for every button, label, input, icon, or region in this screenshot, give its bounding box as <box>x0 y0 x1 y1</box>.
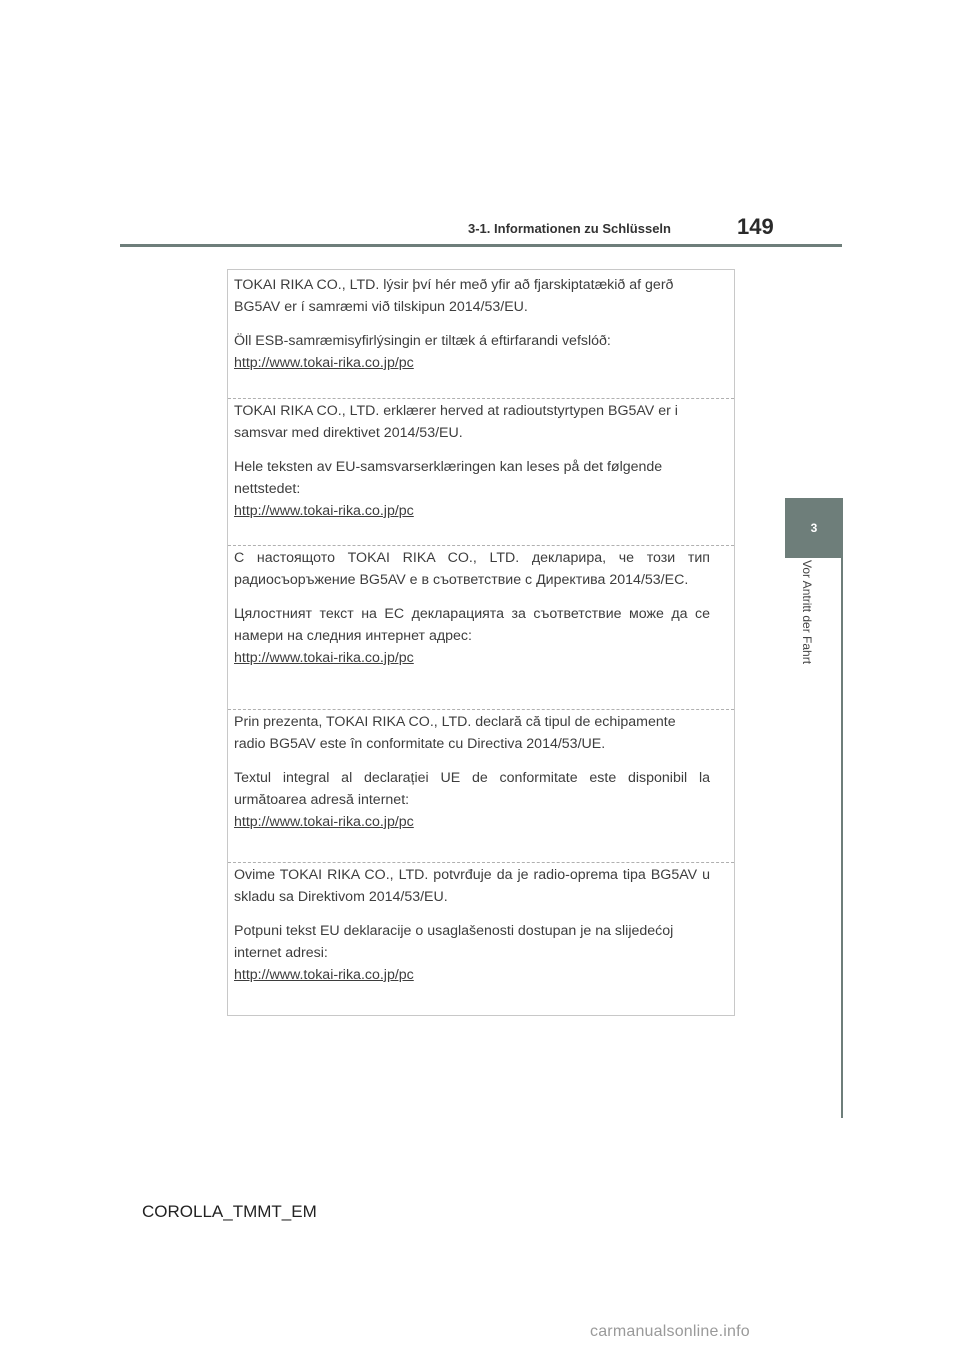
declaration-text <box>234 767 710 833</box>
declaration-text-content: Цялостният текст на ЕС декларацията за съответствие може да се намери на следния интернет адрес: <box>234 606 710 644</box>
declaration-statement: TOKAI RIKA CO., LTD. erklærer herved at radioutstyrtypen BG5AV er i samsvar med direktivet 2014/53/EU. <box>234 403 678 441</box>
header-section-title: 3-1. Informationen zu Schlüsseln <box>468 221 671 236</box>
declaration-text-content: Textul integral al declarației UE de conformitate este disponibil la următoarea adresă internet: <box>234 770 710 808</box>
watermark-text: carmanualsonline.info <box>590 1323 750 1340</box>
declaration-url-link[interactable]: http://www.tokai-rika.co.jp/pc <box>234 967 414 983</box>
declaration-text-content: Hele teksten av EU-samsvarserklæringen kan leses på det følgende nettstedet: <box>234 459 663 497</box>
declaration-statement: С настоящото TOKAI RIKA CO., LTD. декларира, че този тип радиосъоръжение BG5AV е в съответствие с Директива 2014/53/ЕС. <box>234 550 710 588</box>
declaration-romanian <box>234 711 710 833</box>
declaration-statement: TOKAI RIKA CO., LTD. lýsir því hér með yfir að fjarskiptatækið af gerð BG5AV er í samræmi við tilskipun 2014/53/EU. <box>234 277 674 315</box>
declaration-separator <box>228 545 734 546</box>
footer-doc-code: COROLLA_TMMT_EM <box>142 1202 317 1221</box>
declaration-url-link[interactable]: http://www.tokai-rika.co.jp/pc <box>234 650 414 666</box>
page-number: 149 <box>737 214 774 239</box>
declaration-croatian <box>234 864 710 986</box>
chapter-side-line <box>841 558 843 1118</box>
declaration-text <box>234 603 710 669</box>
declaration-text <box>234 330 710 374</box>
declaration-separator <box>228 398 734 399</box>
declaration-url-link[interactable]: http://www.tokai-rika.co.jp/pc <box>234 814 414 830</box>
header-rule <box>120 244 842 247</box>
declaration-separator <box>228 862 734 863</box>
declaration-separator <box>228 709 734 710</box>
declaration-icelandic <box>234 274 710 374</box>
declaration-text <box>234 920 710 986</box>
declaration-bulgarian <box>234 547 710 669</box>
declaration-text-content: Öll ESB-samræmisyfirlýsingin er tiltæk á eftirfarandi vefslóð: <box>234 333 611 349</box>
declaration-text <box>234 456 710 522</box>
declaration-url-link[interactable]: http://www.tokai-rika.co.jp/pc <box>234 503 414 519</box>
chapter-title: Vor Antritt der Fahrt <box>800 560 814 665</box>
declaration-norwegian <box>234 400 710 522</box>
declarations-box <box>227 269 735 1016</box>
declaration-text-content: Potpuni tekst EU deklaracije o usaglašenosti dostupan je na slijedećoj internet adresi: <box>234 923 674 961</box>
declaration-statement: Ovime TOKAI RIKA CO., LTD. potvrđuje da je radio-oprema tipa BG5AV u skladu sa Direktivom 2014/53/EU. <box>234 867 710 905</box>
declaration-statement: Prin prezenta, TOKAI RIKA CO., LTD. declară că tipul de echipamente radio BG5AV este în conformitate cu Directiva 2014/53/UE. <box>234 714 676 752</box>
declaration-url-link[interactable]: http://www.tokai-rika.co.jp/pc <box>234 355 414 371</box>
chapter-tab: 3 <box>785 498 843 558</box>
